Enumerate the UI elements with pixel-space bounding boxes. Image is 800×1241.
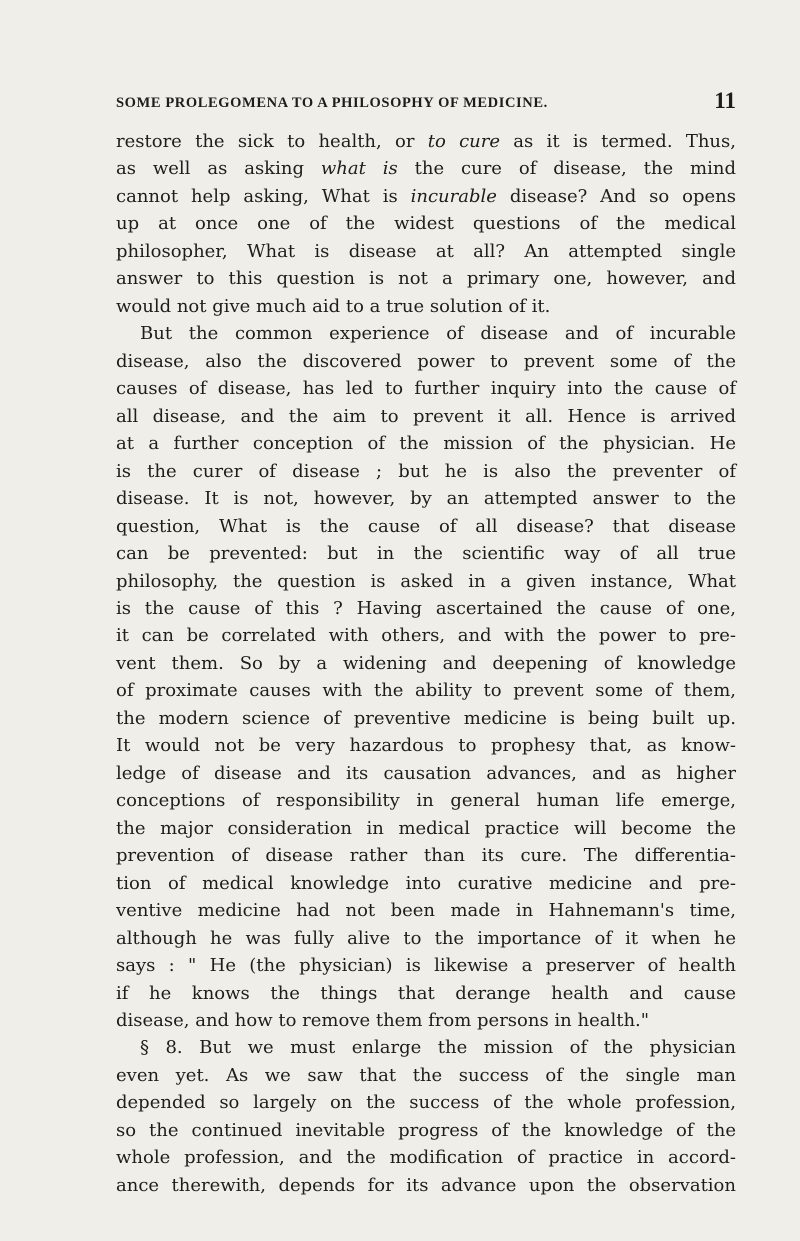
text-line	[116, 760, 736, 787]
text-line	[116, 403, 736, 430]
text-segment: depended so largely on the success of the whole profession,	[116, 1092, 736, 1114]
text-line	[116, 815, 736, 842]
text-segment: answer to this question is not a primary one, however, and	[116, 268, 736, 290]
text-segment: if he knows the things that derange health and cause	[116, 982, 736, 1004]
text-line	[116, 677, 736, 704]
text-line	[116, 650, 736, 677]
text-segment: the major consideration in medical practice will become the	[116, 817, 736, 839]
text-line	[116, 787, 736, 814]
text-line	[116, 348, 736, 375]
text-segment: of proximate causes with the ability to prevent some of them,	[116, 680, 736, 702]
text-line	[116, 155, 736, 182]
text-segment: cannot help asking, What is	[116, 185, 411, 207]
running-head	[116, 88, 736, 116]
text-line	[116, 842, 736, 869]
text-segment: philosophy, the question is asked in a given instance, What	[116, 570, 736, 592]
text-segment: says : " He (the physician) is likewise a preserver of health	[116, 955, 736, 977]
text-segment: restore the sick to health, or	[116, 131, 428, 152]
text-line	[116, 458, 736, 485]
text-segment: disease? And so opens	[496, 185, 736, 207]
text-line	[116, 1172, 736, 1199]
text-segment: § 8. But we must enlarge the mission of the physician	[140, 1037, 736, 1059]
text-segment: up at once one of the widest questions of the medical	[116, 213, 736, 235]
text-line	[116, 980, 736, 1007]
text-segment: although he was fully alive to the importance of it when he	[116, 927, 736, 949]
text-segment: conceptions of responsibility in general human life emerge,	[116, 790, 736, 812]
text-segment: disease. It is not, however, by an attempted answer to the	[116, 488, 736, 510]
text-segment: tion of medical knowledge into curative medicine and pre-	[116, 872, 736, 894]
text-segment: question, What is the cause of all disease? that disease	[116, 515, 736, 537]
text-segment: so the continued inevitable progress of the knowledge of the	[116, 1119, 736, 1141]
text-line	[116, 1062, 736, 1089]
text-line	[116, 210, 736, 237]
text-line	[116, 1089, 736, 1116]
text-line	[116, 1144, 736, 1171]
text-line	[116, 540, 736, 567]
text-line	[116, 183, 736, 210]
italic-segment: to cure	[427, 131, 501, 152]
text-line	[116, 238, 736, 265]
text-segment: at a further conception of the mission of the physician. He	[116, 433, 736, 455]
italic-segment: incurable	[410, 185, 497, 207]
text-line	[116, 265, 736, 292]
text-line	[116, 485, 736, 512]
text-segment: even yet. As we saw that the success of the single man	[116, 1064, 736, 1086]
text-segment: the modern science of preventive medicine is being built up.	[116, 707, 736, 729]
text-segment: causes of disease, has led to further inquiry into the cause of	[116, 378, 736, 400]
text-line	[116, 705, 736, 732]
text-line	[116, 293, 736, 320]
text-line	[116, 513, 736, 540]
text-line	[116, 375, 736, 402]
running-title: SOME PROLEGOMENA TO A PHILOSOPHY OF MEDICINE.	[116, 95, 548, 111]
text-line	[116, 320, 736, 347]
text-segment: philosopher, What is disease at all? An attempted single	[116, 240, 736, 262]
text-segment: all disease, and the aim to prevent it all. Hence is arrived	[116, 405, 736, 427]
text-segment: as well as asking	[116, 158, 321, 180]
text-line	[116, 595, 736, 622]
text-segment: vent them. So by a widening and deepening of knowledge	[116, 652, 736, 674]
text-segment: is the cause of this ? Having ascertained the cause of one,	[116, 597, 736, 619]
text-segment: would not give much aid to a true solution of it.	[116, 295, 551, 317]
text-segment: is the curer of disease ; but he is also the preventer of	[116, 460, 736, 482]
text-segment: can be prevented: but in the scientific way of all true	[116, 543, 736, 565]
text-segment: disease, and how to remove them from persons in health."	[116, 1010, 650, 1031]
text-segment: as it is termed. Thus,	[500, 131, 736, 152]
text-line	[116, 897, 736, 924]
text-segment: ance therewith, depends for its advance upon the observation	[116, 1174, 736, 1196]
body-text	[116, 128, 736, 1199]
text-segment: prevention of disease rather than its cure. The differentia-	[116, 845, 736, 867]
text-line	[116, 1007, 736, 1034]
text-segment: disease, also the discovered power to prevent some of the	[116, 350, 736, 372]
italic-segment: what is	[320, 158, 398, 180]
text-line	[116, 568, 736, 595]
text-segment: ledge of disease and its causation advances, and as higher	[116, 762, 736, 784]
text-line	[116, 430, 736, 457]
text-segment: the cure of disease, the mind	[397, 158, 737, 180]
text-segment: But the common experience of disease and of incurable	[140, 323, 736, 345]
page-number: 11	[714, 88, 736, 113]
text-line	[116, 925, 736, 952]
text-segment: ventive medicine had not been made in Hahnemann's time,	[116, 900, 736, 922]
text-segment: it can be correlated with others, and with the power to pre-	[116, 625, 736, 647]
text-line	[116, 128, 736, 155]
text-line	[116, 1034, 736, 1061]
text-segment: It would not be very hazardous to prophesy that, as know-	[116, 735, 736, 757]
text-line	[116, 870, 736, 897]
text-line	[116, 732, 736, 759]
text-line	[116, 952, 736, 979]
text-line	[116, 1117, 736, 1144]
text-segment: whole profession, and the modification of practice in accord-	[116, 1147, 736, 1169]
text-line	[116, 622, 736, 649]
